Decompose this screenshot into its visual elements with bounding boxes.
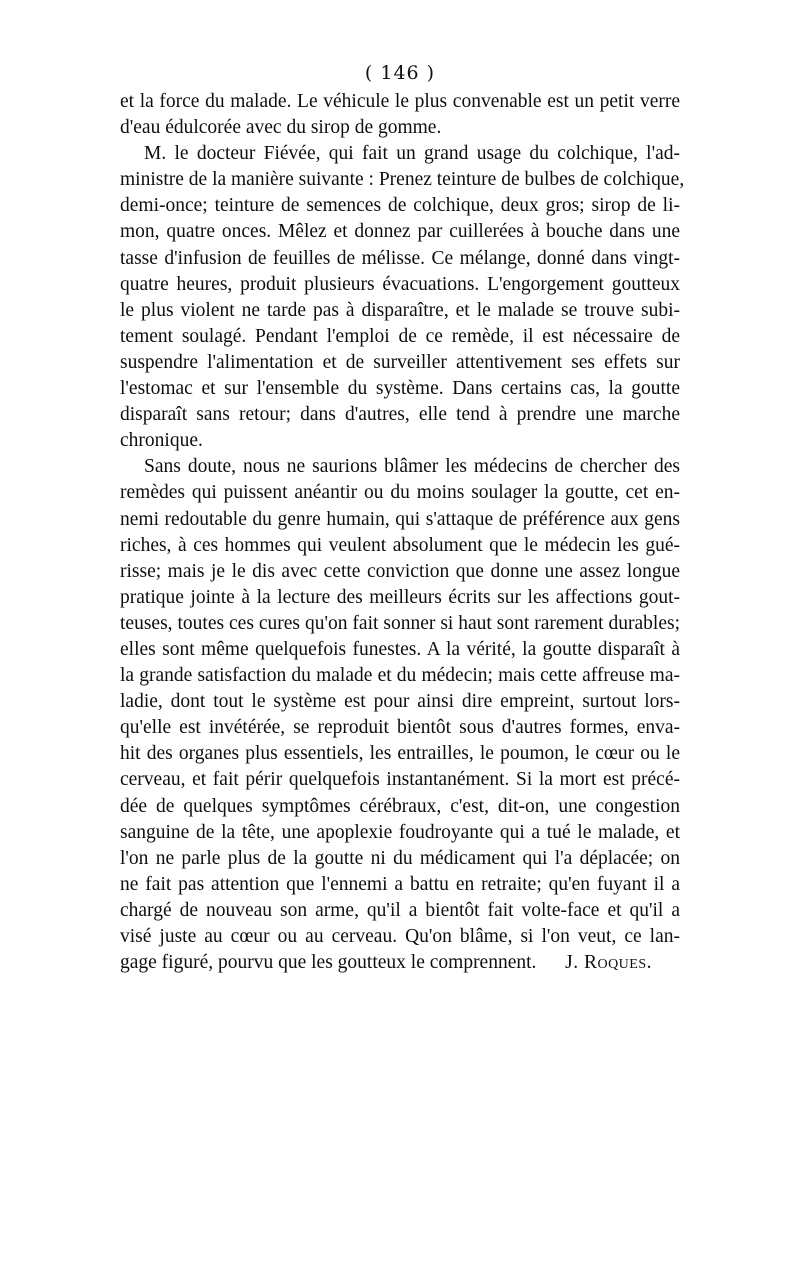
text-line: risse; mais je le dis avec cette conviction que donne une assez longue xyxy=(120,560,680,582)
text-line: l'estomac et sur l'ensemble du système. Dans certains cas, la goutte xyxy=(120,378,680,400)
text-line: et la force du malade. Le véhicule le plus convenable est un petit verre xyxy=(120,91,680,112)
text-line: ladie, dont tout le système est pour ainsi dire empreint, surtout lors- xyxy=(120,691,680,713)
page-number: ( 146 ) xyxy=(364,62,436,84)
text-line: hit des organes plus essentiels, les entrailles, le poumon, le cœur ou le xyxy=(120,743,680,765)
text-line: chargé de nouveau son arme, qu'il a bientôt fait volte-face et qu'il a xyxy=(120,899,680,921)
text-line: sanguine de la tête, une apoplexie foudroyante qui a tué le malade, et xyxy=(120,821,680,843)
text-line: ministre de la manière suivante : Prenez teinture de bulbes de colchique, xyxy=(120,169,685,191)
author-signature: J. Roques. xyxy=(565,952,652,974)
text-line: la grande satisfaction du malade et du médecin; mais cette affreuse ma- xyxy=(120,665,680,687)
text-line: suspendre l'alimentation et de surveiller attentivement ses effets sur xyxy=(120,351,680,373)
text-line: qu'elle est invétérée, se reproduit bientôt sous d'autres formes, enva- xyxy=(120,717,680,739)
text-line: dée de quelques symptômes cérébraux, c'est, dit-on, une congestion xyxy=(120,795,680,817)
final-line xyxy=(120,950,680,976)
text-line: demi-once; teinture de semences de colchique, deux gros; sirop de li- xyxy=(120,195,680,217)
text-line: tasse d'infusion de feuilles de mélisse. Ce mélange, donné dans vingt- xyxy=(120,247,680,269)
text-line: visé juste au cœur ou au cerveau. Qu'on blâme, si l'on veut, ce lan- xyxy=(120,926,680,947)
text-line: cerveau, et fait périr quelquefois instantanément. Si la mort est précé- xyxy=(120,769,680,791)
text-line: mon, quatre onces. Mêlez et donnez par cuillerées à bouche dans une xyxy=(120,221,680,243)
text-line: M. le docteur Fiévée, qui fait un grand usage du colchique, l'ad- xyxy=(144,143,680,165)
text-line: ne fait pas attention que l'ennemi a battu en retraite; qu'en fuyant il a xyxy=(120,873,680,895)
text-line: elles sont même quelquefois funestes. A la vérité, la goutte disparaît à xyxy=(120,638,680,660)
paragraph-2 xyxy=(120,141,685,454)
paragraph-1 xyxy=(120,89,680,141)
text-line: chronique. xyxy=(120,430,203,452)
text-line: l'on ne parle plus de la goutte ni du médicament qui l'a déplacée; on xyxy=(120,847,680,869)
text-line: riches, à ces hommes qui veulent absolument que le médecin les gué- xyxy=(120,534,680,556)
text-line: disparaît sans retour; dans d'autres, elle tend à prendre une marche xyxy=(120,404,680,426)
text-line: d'eau édulcorée avec du sirop de gomme. xyxy=(120,117,442,139)
body-text xyxy=(120,89,685,976)
text-line: Sans doute, nous ne saurions blâmer les médecins de chercher des xyxy=(144,456,680,478)
text-line: pratique jointe à la lecture des meilleurs écrits sur les affections gout- xyxy=(120,586,680,608)
text-line: tement soulagé. Pendant l'emploi de ce remède, il est nécessaire de xyxy=(120,325,680,347)
text-line: teuses, toutes ces cures qu'on fait sonner si haut sont rarement durables; xyxy=(120,612,680,634)
text-line: le plus violent ne tarde pas à disparaître, et le malade se trouve subi- xyxy=(120,299,680,321)
closing-text: gage figuré, pourvu que les goutteux le comprennent. xyxy=(120,952,537,974)
paragraph-3 xyxy=(120,454,680,976)
text-line: quatre heures, produit plusieurs évacuations. L'engorgement goutteux xyxy=(120,273,680,295)
text-line: remèdes qui puissent anéantir ou du moins soulager la goutte, cet en- xyxy=(120,482,680,504)
text-line: nemi redoutable du genre humain, qui s'attaque de préférence aux gens xyxy=(120,508,680,530)
